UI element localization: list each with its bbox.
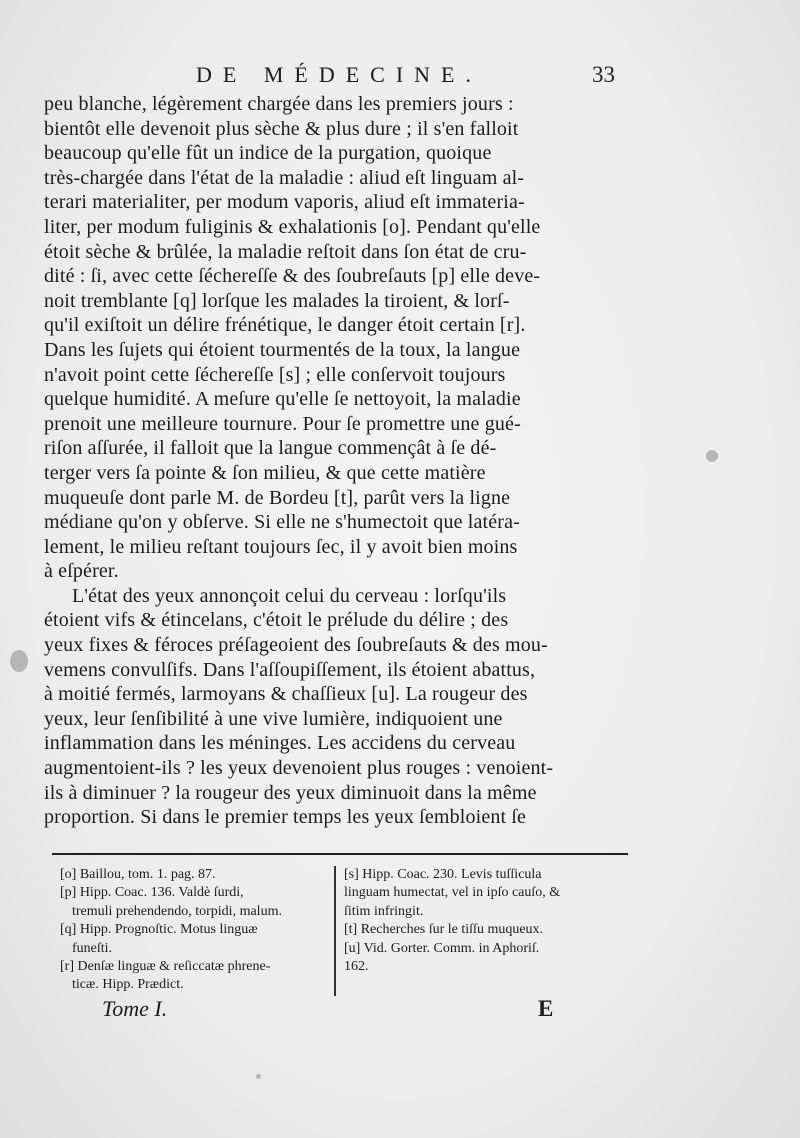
text-line: vemens convulſifs. Dans l'aſſoupiſſement, ils étoient abattus, — [44, 658, 536, 681]
footnote-line: 162. — [344, 959, 369, 975]
text-line: peu blanche, légèrement chargée dans les premiers jours : — [44, 93, 514, 115]
footnote-line: [r] Denſæ linguæ & reſiccatæ phrene- — [60, 959, 271, 975]
text-line: noit tremblante [q] lorſque les malades la tiroient, & lorſ- — [44, 289, 510, 312]
footnote-line: funeſti. — [72, 940, 113, 956]
page-footer — [0, 996, 800, 1026]
footnote-line: [s] Hipp. Coac. 230. Levis tuſſicula — [344, 867, 542, 882]
page-number: 33 — [592, 62, 615, 87]
text-line: inflammation dans les méninges. Les accidens du cerveau — [44, 732, 516, 755]
running-head — [0, 62, 800, 92]
text-line: étoient vifs & étincelans, c'étoit le prélude du délire ; des — [44, 609, 509, 632]
ink-spot — [10, 650, 28, 672]
text-line: bientôt elle devenoit plus sèche & plus dure ; il s'en falloit — [44, 117, 519, 140]
text-line: quelque humidité. A meſure qu'elle ſe nettoyoit, la maladie — [44, 388, 521, 411]
footnote-line: ſitim infringit. — [344, 903, 424, 919]
footnote-line: ticæ. Hipp. Prædict. — [72, 977, 184, 993]
footnote-rule — [52, 853, 628, 855]
footnote-line: linguam humectat, vel in ipſo cauſo, & — [344, 885, 561, 901]
footnote-line: [o] Baillou, tom. 1. pag. 87. — [60, 867, 216, 882]
text-line: yeux fixes & féroces préſageoient des ſoubreſauts & des mou- — [44, 634, 548, 657]
text-line: n'avoit point cette ſéchereſſe [s] ; elle conſervoit toujours — [44, 363, 506, 386]
footnote-line: [t] Recherches ſur le tiſſu muqueux. — [344, 922, 544, 938]
text-line: étoit sèche & brûlée, la maladie reſtoit dans ſon état de cru- — [44, 240, 527, 263]
body-text — [44, 92, 634, 830]
text-line: yeux, leur ſenſibilité à une vive lumière, indiquoient une — [44, 707, 503, 730]
text-line: qu'il exiſtoit un délire frénétique, le danger étoit certain [r]. — [44, 314, 526, 337]
footnotes-left-column — [60, 866, 324, 995]
text-line: médiane qu'on y obſerve. Si elle ne s'humectoit que latéra- — [44, 511, 520, 534]
text-line: riſon aſſurée, il falloit que la langue commençât à ſe dé- — [44, 437, 497, 460]
footnote-line: [u] Vid. Gorter. Comm. in Aphoriſ. — [344, 940, 540, 956]
ink-spot — [256, 1074, 261, 1079]
footnote-line: tremuli prehendendo, torpidi, malum. — [72, 903, 282, 919]
text-line: augmentoient-ils ? les yeux devenoient plus rouges : venoient- — [44, 757, 554, 780]
text-line: Dans les ſujets qui étoient tourmentés de la toux, la langue — [44, 338, 521, 361]
text-line: terger vers ſa pointe & ſon milieu, & que cette matière — [44, 461, 486, 484]
text-line: dité : ſi, avec cette ſéchereſſe & des ſoubreſauts [p] elle deve- — [44, 265, 541, 288]
text-line: à eſpérer. — [44, 560, 119, 583]
text-line: liter, per modum fuliginis & exhalationis [o]. Pendant qu'elle — [44, 215, 541, 238]
footnote-line: [p] Hipp. Coac. 136. Valdè ſurdi, — [60, 885, 244, 901]
text-line: muqueuſe dont parle M. de Bordeu [t], parût vers la ligne — [44, 486, 511, 509]
signature-mark: E — [538, 996, 554, 1021]
text-line: à moitié fermés, larmoyans & chaſſieux [u]. La rougeur des — [44, 683, 528, 706]
text-line: beaucoup qu'elle fût un indice de la purgation, quoique — [44, 142, 492, 165]
text-line: ils à diminuer ? la rougeur des yeux diminuoit dans la même — [44, 781, 537, 804]
running-title: DE MÉDECINE. — [196, 62, 482, 87]
footnote-column-divider — [334, 866, 336, 996]
footnotes-right-column — [344, 866, 636, 976]
text-line: prenoit une meilleure tournure. Pour ſe promettre une gué- — [44, 412, 521, 435]
text-line: très-chargée dans l'état de la maladie : aliud eſt linguam al- — [44, 166, 525, 189]
volume-label: Tome I. — [102, 996, 168, 1021]
ink-spot — [706, 450, 718, 462]
text-line: lement, le milieu reſtant toujours ſec, il y avoit bien moins — [44, 535, 518, 558]
footnote-line: [q] Hipp. Prognoſtic. Motus linguæ — [60, 922, 258, 938]
paragraph-start-line: L'état des yeux annonçoit celui du cerveau : lorſqu'ils — [72, 584, 507, 607]
text-line: terari materialiter, per modum vaporis, aliud eſt immateria- — [44, 191, 525, 214]
text-line: proportion. Si dans le premier temps les yeux ſembloient ſe — [44, 806, 527, 829]
